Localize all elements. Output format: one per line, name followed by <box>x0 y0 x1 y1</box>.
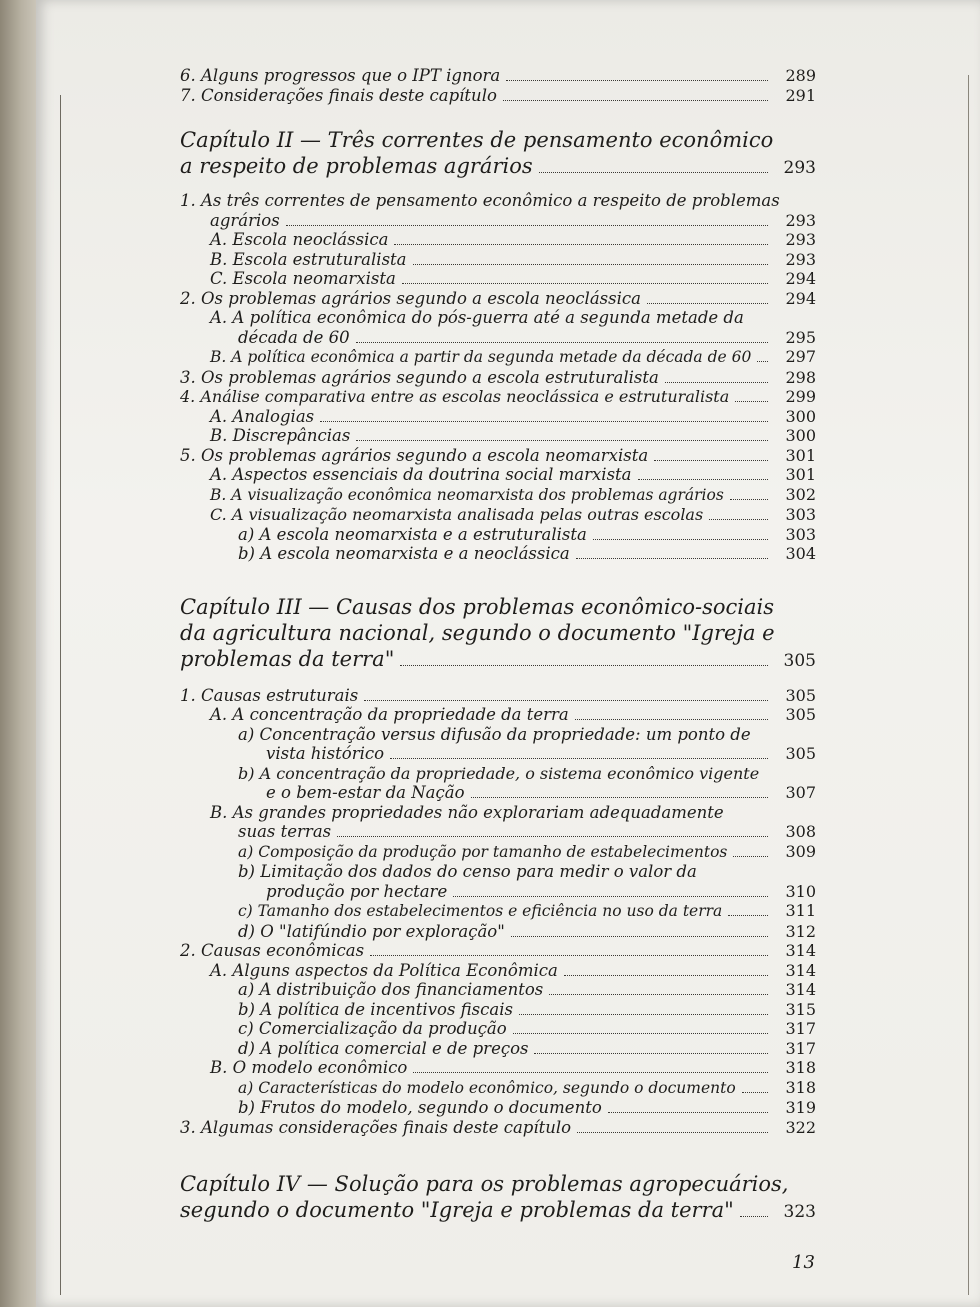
toc-page-number: 301 <box>785 445 816 465</box>
toc-entry-title: A. Aspectos essenciais da doutrina social marxista <box>210 465 632 484</box>
toc-page-number: 300 <box>785 406 816 426</box>
toc-entry <box>180 1000 816 1020</box>
dot-leader <box>320 421 768 422</box>
toc-page-number: 294 <box>785 288 816 308</box>
toc-entry-title: A. Analogias <box>210 406 315 426</box>
toc-page-number: 308 <box>785 822 816 841</box>
toc-entry <box>180 922 816 942</box>
chapter-title-line: a respeito de problemas agrários <box>180 154 533 178</box>
dot-leader <box>453 896 768 897</box>
dot-leader <box>730 499 768 500</box>
toc-entry <box>180 1058 816 1078</box>
toc-entry-title: b) A política de incentivos fiscais <box>238 999 513 1019</box>
dot-leader <box>390 758 768 759</box>
dot-leader <box>370 955 768 956</box>
dot-leader <box>608 1112 768 1113</box>
toc-page-number: 303 <box>785 505 816 524</box>
dot-leader <box>519 1014 768 1015</box>
dot-leader <box>286 225 768 226</box>
dot-leader <box>577 1132 768 1133</box>
toc-page-number: 322 <box>785 1117 816 1137</box>
dot-leader <box>364 700 768 701</box>
toc-entry-title: a) Concentração versus difusão da propriedade: um ponto de <box>238 724 751 744</box>
chapter-4-heading <box>180 1171 816 1225</box>
toc-page-number: 314 <box>785 960 816 980</box>
dot-leader <box>742 1092 768 1093</box>
toc-entry <box>180 66 816 86</box>
dot-leader <box>471 797 769 798</box>
dot-leader <box>549 994 768 995</box>
toc-entry-title: 1. As três correntes de pensamento econômico a respeito de problemas <box>180 191 780 210</box>
toc-page-number: 293 <box>783 158 816 178</box>
toc-entry-title: 4. Análise comparativa entre as escolas neoclássica e estruturalista <box>180 387 730 406</box>
toc-page-number: 305 <box>785 744 816 763</box>
toc-entry-title: a) Composição da produção por tamanho de estabelecimentos <box>238 842 728 861</box>
toc-page-number: 318 <box>785 1077 816 1097</box>
dot-leader <box>413 1072 768 1073</box>
toc-entry-title: A. Alguns aspectos da Política Econômica <box>210 960 558 980</box>
toc-entry-title: B. A política econômica a partir da segunda metade da década de 60 <box>210 348 752 366</box>
dot-leader <box>400 665 768 666</box>
toc-page-number: 307 <box>785 783 816 802</box>
dot-leader <box>513 1033 768 1034</box>
dot-leader <box>539 172 768 173</box>
dot-leader <box>647 303 768 304</box>
toc-entry-title: C. A visualização neomarxista analisada pelas outras escolas <box>210 505 704 524</box>
dot-leader <box>575 719 768 720</box>
toc-entry <box>180 803 816 842</box>
toc-page-number: 293 <box>785 249 816 269</box>
spacer <box>180 105 816 127</box>
toc-entry-title: 6. Alguns progressos que o IPT ignora <box>180 66 501 85</box>
toc-entry-title-cont: suas terras <box>238 822 332 841</box>
toc-entry <box>180 725 816 764</box>
toc-entry-title: d) A política comercial e de preços <box>238 1038 529 1058</box>
toc-entry <box>180 1078 816 1099</box>
toc-page-number: 317 <box>785 1038 816 1058</box>
dot-leader <box>534 1053 768 1054</box>
toc-entry-title: 7. Considerações finais deste capítulo <box>180 85 497 105</box>
toc-entry-title: B. Escola estruturalista <box>210 249 407 269</box>
toc-entry <box>180 250 816 270</box>
dot-leader <box>394 244 768 245</box>
toc-entry-title-cont: agrários <box>210 210 280 230</box>
toc-entry-title: b) Frutos do modelo, segundo o documento <box>238 1098 602 1117</box>
toc-entry <box>180 446 816 466</box>
toc-entry-title: a) A distribuição dos financiamentos <box>238 980 544 999</box>
toc-entry-title-cont: década de 60 <box>238 327 350 347</box>
toc-entry-title: 3. Algumas considerações finais deste capítulo <box>180 1117 572 1137</box>
toc-entry <box>180 485 816 506</box>
dot-leader <box>413 264 768 265</box>
toc-entry-title: d) O "latifúndio por exploração" <box>238 921 505 941</box>
toc-entry <box>180 544 816 564</box>
dot-leader <box>356 342 768 343</box>
toc-entry <box>180 525 816 545</box>
dot-leader <box>564 975 768 976</box>
dot-leader <box>638 479 768 480</box>
toc-entry-title: b) A escola neomarxista e a neoclássica <box>238 544 570 563</box>
toc-entry <box>180 347 816 368</box>
toc-entry <box>180 901 816 922</box>
toc-entry <box>180 289 816 309</box>
toc-page-number: 298 <box>785 367 816 387</box>
toc-entry-title: 3. Os problemas agrários segundo a escola estruturalista <box>180 367 659 387</box>
spacer <box>180 564 816 594</box>
dot-leader <box>757 361 768 362</box>
toc-entry <box>180 1098 816 1118</box>
toc-page-number: 305 <box>783 650 816 671</box>
chapter-title-line: Capítulo II — Três correntes de pensamento econômico <box>180 128 774 152</box>
toc-entry-title-cont: e o bem-estar da Nação <box>266 783 465 802</box>
toc-entry-title: c) Comercialização da produção <box>238 1019 507 1038</box>
toc-entry <box>180 961 816 981</box>
chapter-title-line: Capítulo IV — Solução para os problemas agropecuários, <box>180 1172 789 1196</box>
right-margin-rule <box>968 75 969 1295</box>
toc-page-number: 323 <box>783 1202 816 1222</box>
toc-entry-title: c) Tamanho dos estabelecimentos e eficiência no uso da terra <box>238 902 723 920</box>
dot-leader <box>665 382 768 383</box>
toc-entry <box>180 426 816 446</box>
toc-entry-title: B. A visualização econômica neomarxista dos problemas agrários <box>210 485 724 504</box>
toc-page-number: 289 <box>785 66 816 85</box>
toc-entry-title: A. A política econômica do pós-guerra até a segunda metade da <box>210 308 744 327</box>
dot-leader <box>735 401 768 402</box>
spacer <box>180 674 816 686</box>
toc-page-number: 297 <box>785 347 816 366</box>
toc-entry-title-cont: vista histórico <box>266 744 385 763</box>
toc-page-number: 314 <box>785 980 816 999</box>
toc-entry-title: 2. Os problemas agrários segundo a escola neoclássica <box>180 288 641 308</box>
toc-entry-title: A. A concentração da propriedade da terra <box>210 705 569 724</box>
toc-entry-title: B. O modelo econômico <box>210 1058 408 1077</box>
toc-entry <box>180 941 816 961</box>
toc-entry <box>180 705 816 725</box>
toc-entry-title: 5. Os problemas agrários segundo a escola neomarxista <box>180 445 649 465</box>
chapter-title-line: da agricultura nacional, segundo o documento "Igreja e <box>180 620 775 645</box>
toc-entry-title: A. Escola neoclássica <box>210 230 389 249</box>
dot-leader <box>506 80 768 81</box>
toc-page-number: 293 <box>785 210 816 230</box>
toc-page-number: 317 <box>785 1019 816 1038</box>
chapter-3-heading <box>180 594 816 674</box>
toc-page-number: 294 <box>785 269 816 288</box>
toc-entry <box>180 862 816 901</box>
toc-entry <box>180 764 816 803</box>
dot-leader <box>733 856 768 857</box>
toc-page-number: 314 <box>785 941 816 960</box>
toc-entry <box>180 1039 816 1059</box>
toc-entry <box>180 465 816 485</box>
toc-entry-title: C. Escola neomarxista <box>210 269 396 288</box>
dot-leader <box>709 519 768 520</box>
toc-page-number: 302 <box>785 484 816 504</box>
toc-page-number: 309 <box>785 841 816 861</box>
toc-page-number: 293 <box>785 230 816 249</box>
toc-page-number: 295 <box>785 327 816 347</box>
toc-page-number: 311 <box>785 901 816 920</box>
dot-leader <box>593 539 768 540</box>
chapter-title-line: Capítulo III — Causas dos problemas econômico-sociais <box>180 594 775 619</box>
toc-page-number: 305 <box>785 685 816 705</box>
toc-entry <box>180 368 816 388</box>
toc-entry <box>180 842 816 863</box>
toc-page-number: 304 <box>785 544 816 563</box>
toc-entry <box>180 980 816 1000</box>
toc-entry <box>180 308 816 347</box>
toc-page-number: 300 <box>785 426 816 445</box>
toc-entry-title: 1. Causas estruturais <box>180 685 359 705</box>
toc-entry-title: 2. Causas econômicas <box>180 941 365 960</box>
toc-page-number: 319 <box>785 1098 816 1117</box>
toc-page-number: 305 <box>785 705 816 724</box>
toc-page-number: 315 <box>785 999 816 1019</box>
toc-entry <box>180 686 816 706</box>
chapter-title-line: problemas da terra" <box>180 646 395 671</box>
spacer <box>180 1137 816 1171</box>
toc-page-number: 291 <box>785 85 816 105</box>
toc-entry-title: b) Limitação dos dados do censo para medir o valor da <box>238 862 697 881</box>
toc-page-number: 312 <box>785 921 816 941</box>
toc-entry <box>180 1019 816 1039</box>
dot-leader <box>402 283 768 284</box>
toc-page-number: 310 <box>785 881 816 901</box>
toc-page-number: 299 <box>785 387 816 406</box>
dot-leader <box>511 936 768 937</box>
page-number: 13 <box>792 1252 815 1273</box>
dot-leader <box>503 100 768 101</box>
dot-leader <box>356 440 768 441</box>
toc-entry <box>180 387 816 407</box>
dot-leader <box>576 558 768 559</box>
chapter-2-heading <box>180 127 816 181</box>
toc-entry-title-cont: produção por hectare <box>266 881 448 901</box>
toc-entry <box>180 505 816 525</box>
table-of-contents <box>180 66 816 1225</box>
toc-entry-title: a) Características do modelo econômico, segundo o documento <box>238 1078 736 1097</box>
toc-entry <box>180 1118 816 1138</box>
toc-entry <box>180 230 816 250</box>
toc-entry <box>180 407 816 427</box>
toc-entry-title: b) A concentração da propriedade, o sistema econômico vigente <box>238 763 760 783</box>
toc-page-number: 318 <box>785 1058 816 1077</box>
toc-entry <box>180 191 816 230</box>
toc-entry <box>180 269 816 289</box>
chapter-title-line: segundo o documento "Igreja e problemas da terra" <box>180 1198 734 1222</box>
toc-entry <box>180 86 816 106</box>
toc-entry-title: B. As grandes propriedades não explorariam adequadamente <box>210 802 724 822</box>
dot-leader <box>728 915 768 916</box>
dot-leader <box>337 836 768 837</box>
dot-leader <box>654 460 768 461</box>
left-margin-rule <box>60 95 61 1295</box>
toc-entry-title: a) A escola neomarxista e a estruturalista <box>238 524 587 544</box>
toc-page-number: 303 <box>785 524 816 544</box>
toc-page-number: 301 <box>785 465 816 484</box>
toc-entry-title: B. Discrepâncias <box>210 426 351 445</box>
spacer <box>180 181 816 191</box>
dot-leader <box>740 1216 768 1217</box>
